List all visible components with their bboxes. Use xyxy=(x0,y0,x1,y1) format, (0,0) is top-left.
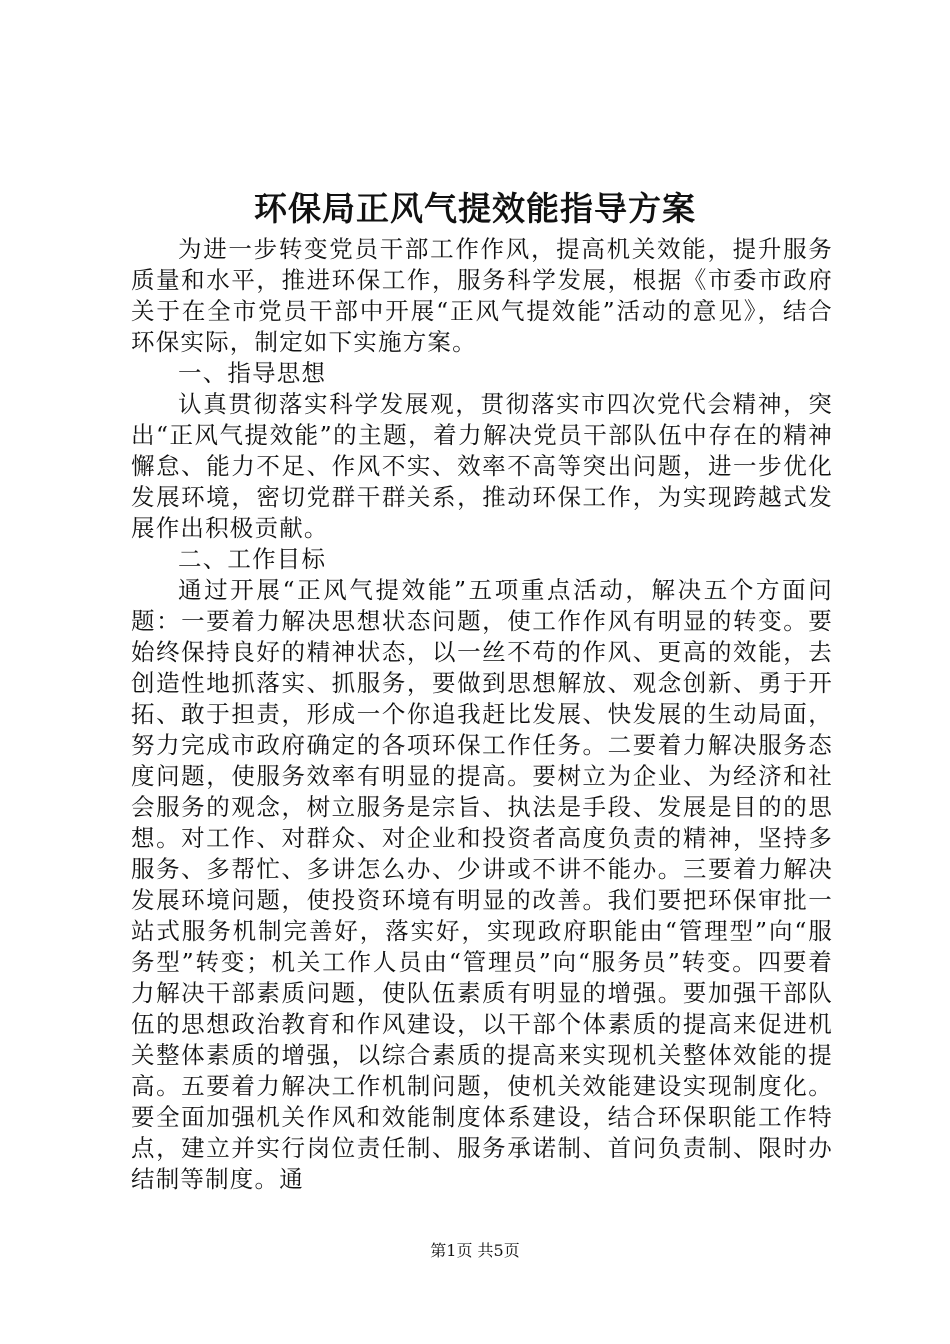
page-footer: 第1页 共5页 xyxy=(430,1241,520,1260)
document-title: 环保局正风气提效能指导方案 xyxy=(254,189,696,228)
section-heading-guiding-thought: 一、指导思想 xyxy=(178,359,327,387)
work-goals-paragraph: 通过开展“正风气提效能”五项重点活动，解决五个方面问题：一要着力解决思想状态问题，使工作作风有明显的转变。要始终保持良好的精神状态，以一丝不苟的作风、更高的效能，去创造性地抓落实、抓服务，要做到思想解放、观念创新、勇于开拓、敢于担责，形成一个你追我赶比发展、快发展的生动局面，努力完成市政府确定的各项环保工作任务。二要着力解决服务态度问题，使服务效率有明显的提高。要树立为企业、为经济和社会服务的观念，树立服务是宗旨、执法是手段、发展是目的的思想。对工作、对群众、对企业和投资者高度负责的精神，坚持多服务、多帮忙、多讲怎么办、少讲或不讲不能办。三要着力解决发展环境问题，使投资环境有明显的改善。我们要把环保审批一站式服务机制完善好，落实好，实现政府职能由“管理型”向“服务型”转变；机关工作人员由“管理员”向“服务员”转变。四要着力解决干部素质问题，使队伍素质有明显的增强。要加强干部队伍的思想政治教育和作风建设，以干部个体素质的提高来促进机关整体素质的增强，以综合素质的提高来实现机关整体效能的提高。五要着力解决工作机制问题，使机关效能建设实现制度化。要全面加强机关作风和效能制度体系建设，结合环保职能工作特点，建立并实行岗位责任制、服务承诺制、首问负责制、限时办结制等制度。通 xyxy=(131,576,833,1193)
document-body xyxy=(131,234,833,1195)
section-heading-work-goals: 二、工作目标 xyxy=(178,545,327,573)
intro-paragraph: 为进一步转变党员干部工作作风，提高机关效能，提升服务质量和水平，推进环保工作，服务科学发展，根据《市委市政府关于在全市党员干部中开展“正风气提效能”活动的意见》，结合环保实际，制定如下实施方案。 xyxy=(131,235,833,356)
guiding-thought-paragraph: 认真贯彻落实科学发展观，贯彻落实市四次党代会精神，突出“正风气提效能”的主题，着力解决党员干部队伍中存在的精神懈怠、能力不足、作风不实、效率不高等突出问题，进一步优化发展环境，密切党群干群关系，推动环保工作，为实现跨越式发展作出积极贡献。 xyxy=(131,390,833,542)
